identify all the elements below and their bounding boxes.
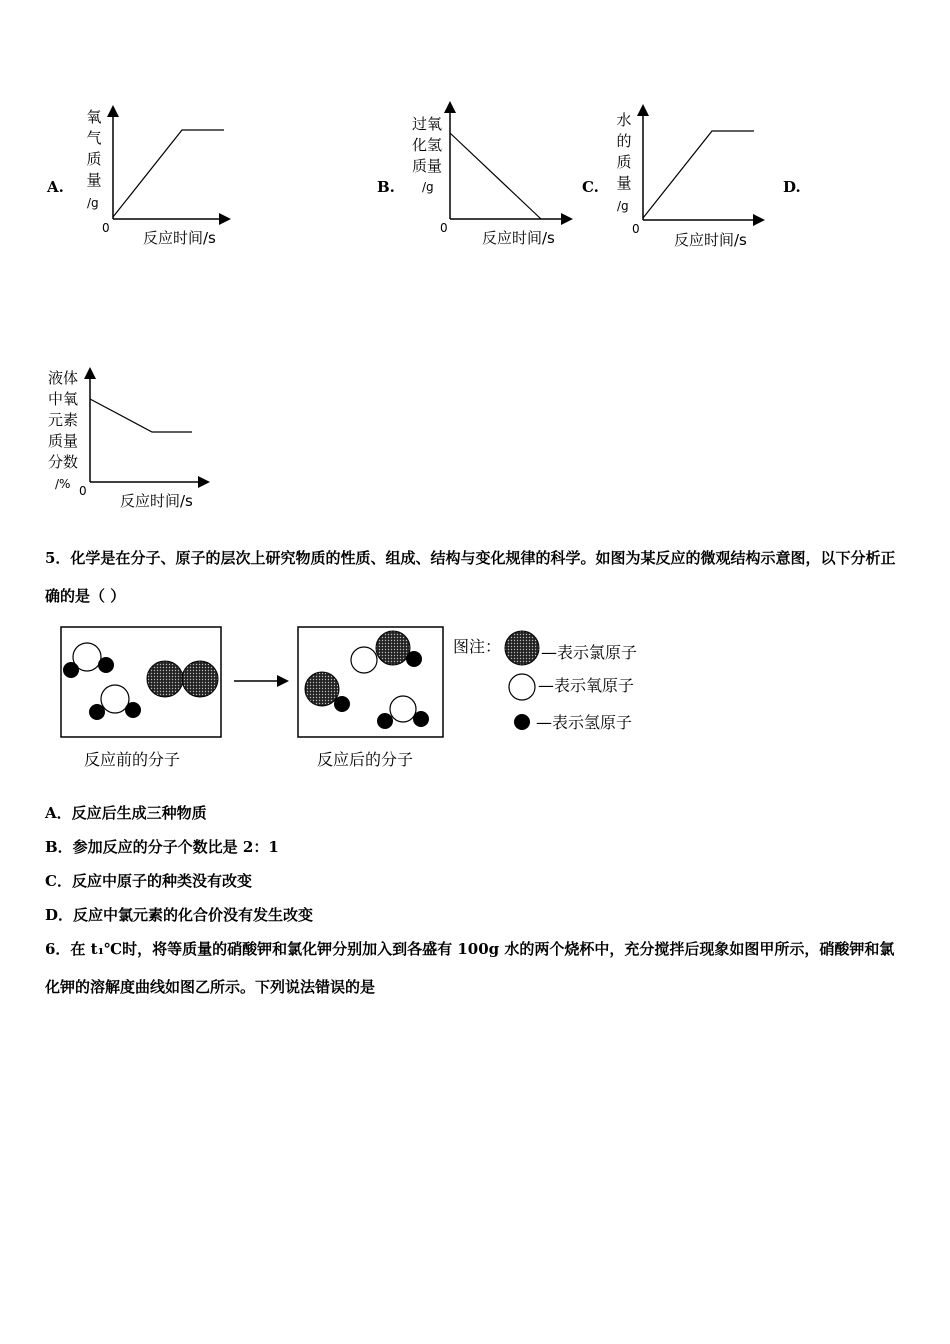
ylabel-line: 质量	[411, 157, 442, 175]
graph-a	[113, 108, 228, 219]
hydrogen-atom	[63, 662, 79, 678]
oxygen-atom	[390, 696, 416, 722]
chlorine-atom	[376, 631, 410, 665]
graph-d-ylabel	[44, 368, 82, 473]
graph-a-origin: 0	[102, 221, 110, 235]
ylabel-line: 分数	[47, 453, 78, 471]
graph-d-unit: /%	[55, 477, 71, 491]
graph-c-origin: 0	[632, 222, 640, 236]
q5-choice-a: A．反应后生成三种物质	[45, 804, 207, 822]
hydrogen-atom	[98, 657, 114, 673]
graph-a-unit: /g	[87, 196, 99, 210]
graph-d-xlabel: 反应时间/s	[120, 492, 193, 510]
ylabel-line: 质量	[47, 432, 78, 450]
ylabel-line: 质	[616, 153, 632, 171]
graph-d	[90, 370, 207, 482]
graph-c-curve	[643, 131, 754, 218]
after-box	[298, 627, 443, 737]
ylabel-line: 量	[86, 171, 102, 189]
legend-oxygen-icon	[509, 674, 535, 700]
legend-oxygen-label: —表示氧原子	[538, 676, 635, 695]
hydrogen-atom	[406, 651, 422, 667]
ylabel-line: 氧	[86, 108, 102, 126]
hydrogen-atom	[334, 696, 350, 712]
hydrogen-atom	[89, 704, 105, 720]
graph-a-ylabel	[83, 107, 105, 191]
q5-choice-d: D．反应中氯元素的化合价没有发生改变	[45, 906, 314, 924]
graph-b-origin: 0	[440, 221, 448, 235]
ylabel-line: 量	[616, 174, 632, 192]
legend-hydrogen-icon	[514, 714, 530, 730]
ylabel-line: 化氢	[411, 136, 442, 154]
q5-choice-b: B．参加反应的分子个数比是 2：1	[45, 838, 279, 856]
graph-d-curve	[90, 399, 192, 432]
graph-c-ylabel	[613, 110, 635, 194]
before-caption: 反应前的分子	[84, 750, 181, 769]
legend-hydrogen-label: —表示氢原子	[536, 713, 633, 732]
option-b-letter: B.	[377, 178, 395, 196]
graph-d-origin: 0	[79, 484, 87, 498]
option-c-letter: C.	[582, 178, 599, 196]
after-caption: 反应后的分子	[317, 750, 414, 769]
graph-b-xlabel: 反应时间/s	[482, 229, 555, 247]
ylabel-line: 中氧	[47, 390, 78, 408]
option-a-letter: A.	[47, 178, 64, 196]
legend-title: 图注：	[453, 637, 502, 656]
graph-c-unit: /g	[617, 199, 629, 213]
question-6-text: 6．在 t₁℃时，将等质量的硝酸钾和氯化钾分别加入到各盛有 100g 水的两个烧杯中，充分搅拌后现象如图甲所示，硝酸钾和氯化钾的溶解度曲线如图乙所示。下列说法错误的是	[45, 940, 895, 996]
graph-a-curve	[113, 130, 224, 217]
ylabel-line: 液体	[47, 369, 78, 387]
oxygen-atom	[101, 685, 129, 713]
graph-b-ylabel	[409, 114, 445, 177]
hydrogen-atom	[125, 702, 141, 718]
legend-chlorine-label: —表示氯原子	[541, 643, 638, 662]
graph-b-curve	[450, 133, 541, 219]
legend-chlorine-icon	[505, 631, 539, 665]
question-5-text: 5．化学是在分子、原子的层次上研究物质的性质、组成、结构与变化规律的科学。如图为某反应的微观结构示意图，以下分析正确的是（ ）	[45, 549, 896, 605]
legend-atoms	[505, 631, 539, 730]
graph-c	[643, 107, 762, 220]
ylabel-line: 质	[86, 150, 102, 168]
ylabel-line: 过氧	[411, 115, 442, 133]
q5-choice-c: C．反应中原子的种类没有改变	[45, 872, 252, 890]
chlorine-atom	[182, 661, 218, 697]
graph-b	[450, 104, 570, 219]
graph-c-xlabel: 反应时间/s	[674, 231, 747, 249]
before-box	[61, 627, 221, 737]
oxygen-atom	[351, 647, 377, 673]
ylabel-line: 水	[616, 111, 632, 129]
chlorine-atom	[305, 672, 339, 706]
chlorine-atom	[147, 661, 183, 697]
ylabel-line: 气	[86, 129, 102, 147]
hydrogen-atom	[377, 713, 393, 729]
option-d-letter: D.	[783, 178, 801, 196]
graph-b-unit: /g	[422, 180, 434, 194]
hydrogen-atom	[413, 711, 429, 727]
ylabel-line: 元素	[47, 411, 78, 429]
ylabel-line: 的	[616, 132, 632, 150]
graph-a-xlabel: 反应时间/s	[143, 229, 216, 247]
